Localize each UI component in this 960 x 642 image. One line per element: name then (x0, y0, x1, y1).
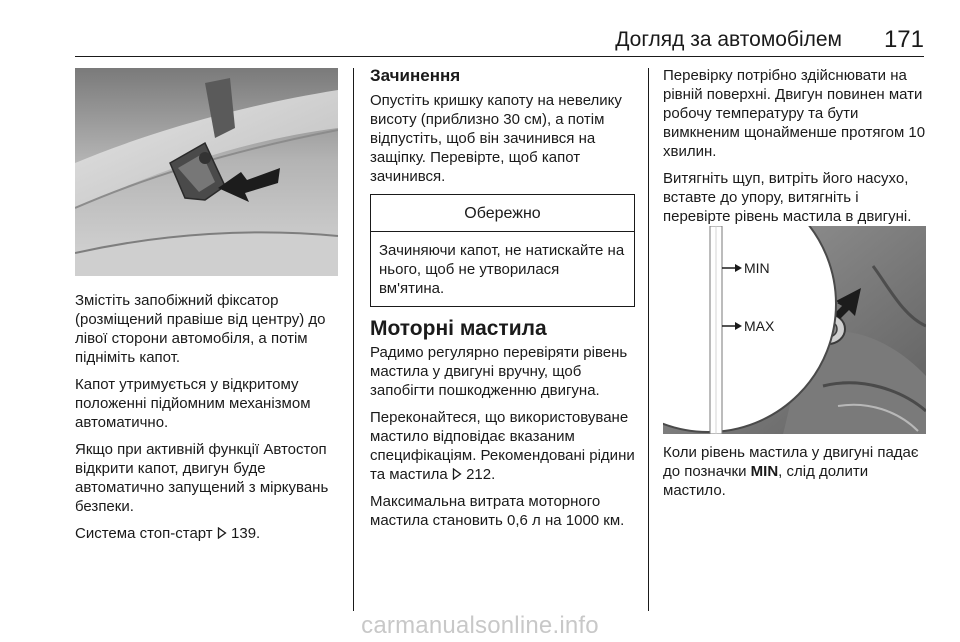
caution-text: Зачиняючи капот, не натискайте на нього, щоб не утворилася вм'ятина. (379, 242, 625, 297)
cross-reference[interactable] (75, 524, 345, 543)
column-middle (370, 66, 635, 538)
caption-text: Коли рівень мастила у двигуні падає до позначки (663, 444, 919, 480)
paragraph: Якщо при активній функції Автостоп відкрити капот, двигун буде автоматично запущений з міркувань безпеки. (75, 441, 329, 515)
paragraph: Максимальна витрата моторного мастила становить 0,6 л на 1000 км. (370, 493, 625, 529)
column-divider (353, 68, 354, 611)
page-header (0, 0, 960, 58)
paragraph: Змістіть запобіжний фіксатор (розміщений правіше від центру) до лівої сторони автомобіля, а потім підніміть капот. (75, 292, 326, 366)
paragraph-text: Переконайтеся, що використовуване мастило відповідає вказаним специфікаціям. Рекомендовані рідини та мастила (370, 409, 635, 483)
caption-text-end: , слід долити мастило. (663, 463, 869, 499)
caution-title: Обережно (371, 195, 634, 232)
paragraph: Перевірку потрібно здійснювати на рівній поверхні. Двигун повинен мати робочу температуру та бути вимкненим щонайменше протягом 10 хвилин. (663, 67, 926, 160)
xref-page: 212. (466, 466, 496, 483)
page-reference-icon (217, 527, 227, 539)
page-number: 171 (883, 26, 924, 53)
caution-box (370, 194, 635, 307)
header-divider (75, 56, 924, 57)
dipstick-min-label: MIN (744, 260, 770, 276)
column-divider (648, 68, 649, 611)
paragraph: Радимо регулярно перевіряти рівень мастила у двигуні вручну, щоб запобігти пошкодженню двигуна. (370, 344, 628, 399)
paragraph: Опустіть кришку капоту на невелику висоту (приблизно 30 см), а потім відпустіть, щоб він зачинився на защіпку. Перевірте, щоб капот зачинився. (370, 92, 622, 185)
xref-text: Система стоп-старт (75, 525, 213, 542)
dipstick-max-label: MAX (744, 318, 775, 334)
oil-heading: Моторні мастила (370, 317, 547, 340)
watermark: carmanualsonline.info (361, 612, 599, 639)
dipstick-illustration (663, 226, 926, 434)
hood-latch-illustration (75, 68, 338, 276)
paragraph: Капот утримується у відкритому положенні підйомним механізмом автоматично. (75, 376, 311, 431)
closing-heading: Зачинення (370, 66, 461, 85)
page-title: Догляд за автомобілем (615, 28, 842, 51)
caption-bold-text: MIN (750, 463, 779, 480)
column-right (663, 66, 928, 234)
xref-page: 139. (231, 525, 261, 542)
column-left (75, 291, 345, 551)
page-reference-icon (452, 468, 462, 480)
dipstick-caption (663, 443, 928, 500)
paragraph-with-reference[interactable] (370, 408, 635, 484)
paragraph: Витягніть щуп, витріть його насухо, вставте до упору, витягніть і перевірте рівень мастила в двигуні. (663, 170, 912, 225)
